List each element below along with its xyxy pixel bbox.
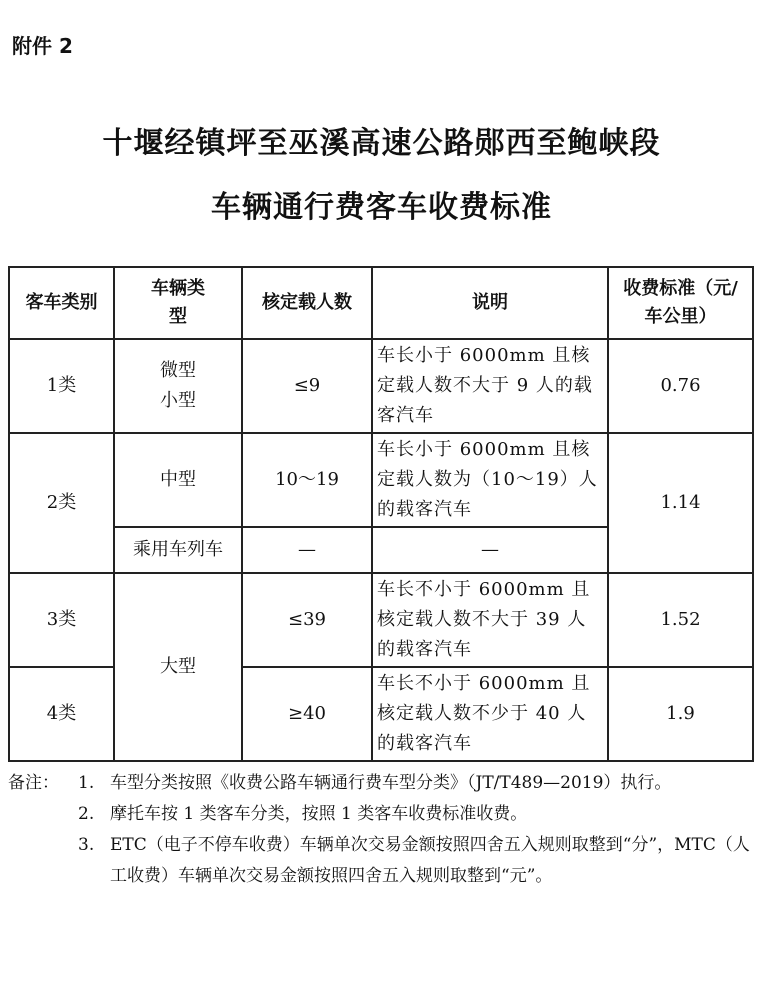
note-number: 2.	[78, 804, 95, 824]
header-description: 说明	[372, 267, 608, 339]
class2a-vehicle-type: 中型	[114, 433, 242, 527]
note-text: 车型分类按照《收费公路车辆通行费车型分类》（JT/T489—2019）执行。	[110, 773, 672, 793]
class2a-capacity: 10～19	[242, 433, 372, 527]
class1-description: 车长小于 6000mm 且核定载人数不大于 9 人的载客汽车	[372, 339, 608, 433]
document-title-line2: 车辆通行费客车收费标准	[211, 190, 552, 225]
class1-rate: 0.76	[608, 339, 753, 433]
class4-capacity: ≥40	[242, 667, 372, 761]
note-item	[8, 768, 752, 799]
class1-vehicle-type: 微型小型	[114, 339, 242, 433]
header-rate: 收费标准（元/车公里）	[608, 267, 753, 339]
notes-label: 备注：	[8, 773, 59, 793]
note-text: 摩托车按 1 类客车分类，按照 1 类客车收费标准收费。	[110, 804, 528, 824]
note-number: 3.	[78, 835, 95, 855]
class2b-capacity: —	[242, 527, 372, 573]
class2a-description: 车长小于 6000mm 且核定载人数为（10～19）人的载客汽车	[372, 433, 608, 527]
note-item	[8, 799, 752, 830]
class2-category: 2类	[9, 433, 114, 573]
table-header-row	[9, 267, 753, 339]
class2-rate: 1.14	[608, 433, 753, 573]
table-row	[9, 573, 753, 667]
large-vehicle-type: 大型	[114, 573, 242, 761]
header-capacity: 核定载人数	[242, 267, 372, 339]
class2b-vehicle-type: 乘用车列车	[114, 527, 242, 573]
class1-capacity: ≤9	[242, 339, 372, 433]
class3-description: 车长不小于 6000mm 且核定载人数不大于 39 人的载客汽车	[372, 573, 608, 667]
header-vehicle-type: 车辆类型	[114, 267, 242, 339]
class2b-description: —	[372, 527, 608, 573]
note-text: ETC（电子不停车收费）车辆单次交易金额按照四舍五入规则取整到“分”，MTC（人工收费）车辆单次交易金额按照四舍五入规则取整到“元”。	[110, 835, 750, 886]
note-item	[8, 830, 752, 892]
class4-description: 车长不小于 6000mm 且核定载人数不少于 40 人的载客汽车	[372, 667, 608, 761]
document-title-line1: 十堰经镇坪至巫溪高速公路郧西至鲍峡段	[102, 126, 661, 161]
header-category: 客车类别	[9, 267, 114, 339]
attachment-label: 附件 2	[12, 34, 73, 58]
table-row	[9, 433, 753, 527]
class3-capacity: ≤39	[242, 573, 372, 667]
class1-category: 1类	[9, 339, 114, 433]
notes-section	[8, 768, 752, 892]
fee-table	[8, 266, 754, 762]
class4-rate: 1.9	[608, 667, 753, 761]
class3-rate: 1.52	[608, 573, 753, 667]
class3-category: 3类	[9, 573, 114, 667]
table-row	[9, 339, 753, 433]
note-number: 1.	[78, 773, 95, 793]
class4-category: 4类	[9, 667, 114, 761]
